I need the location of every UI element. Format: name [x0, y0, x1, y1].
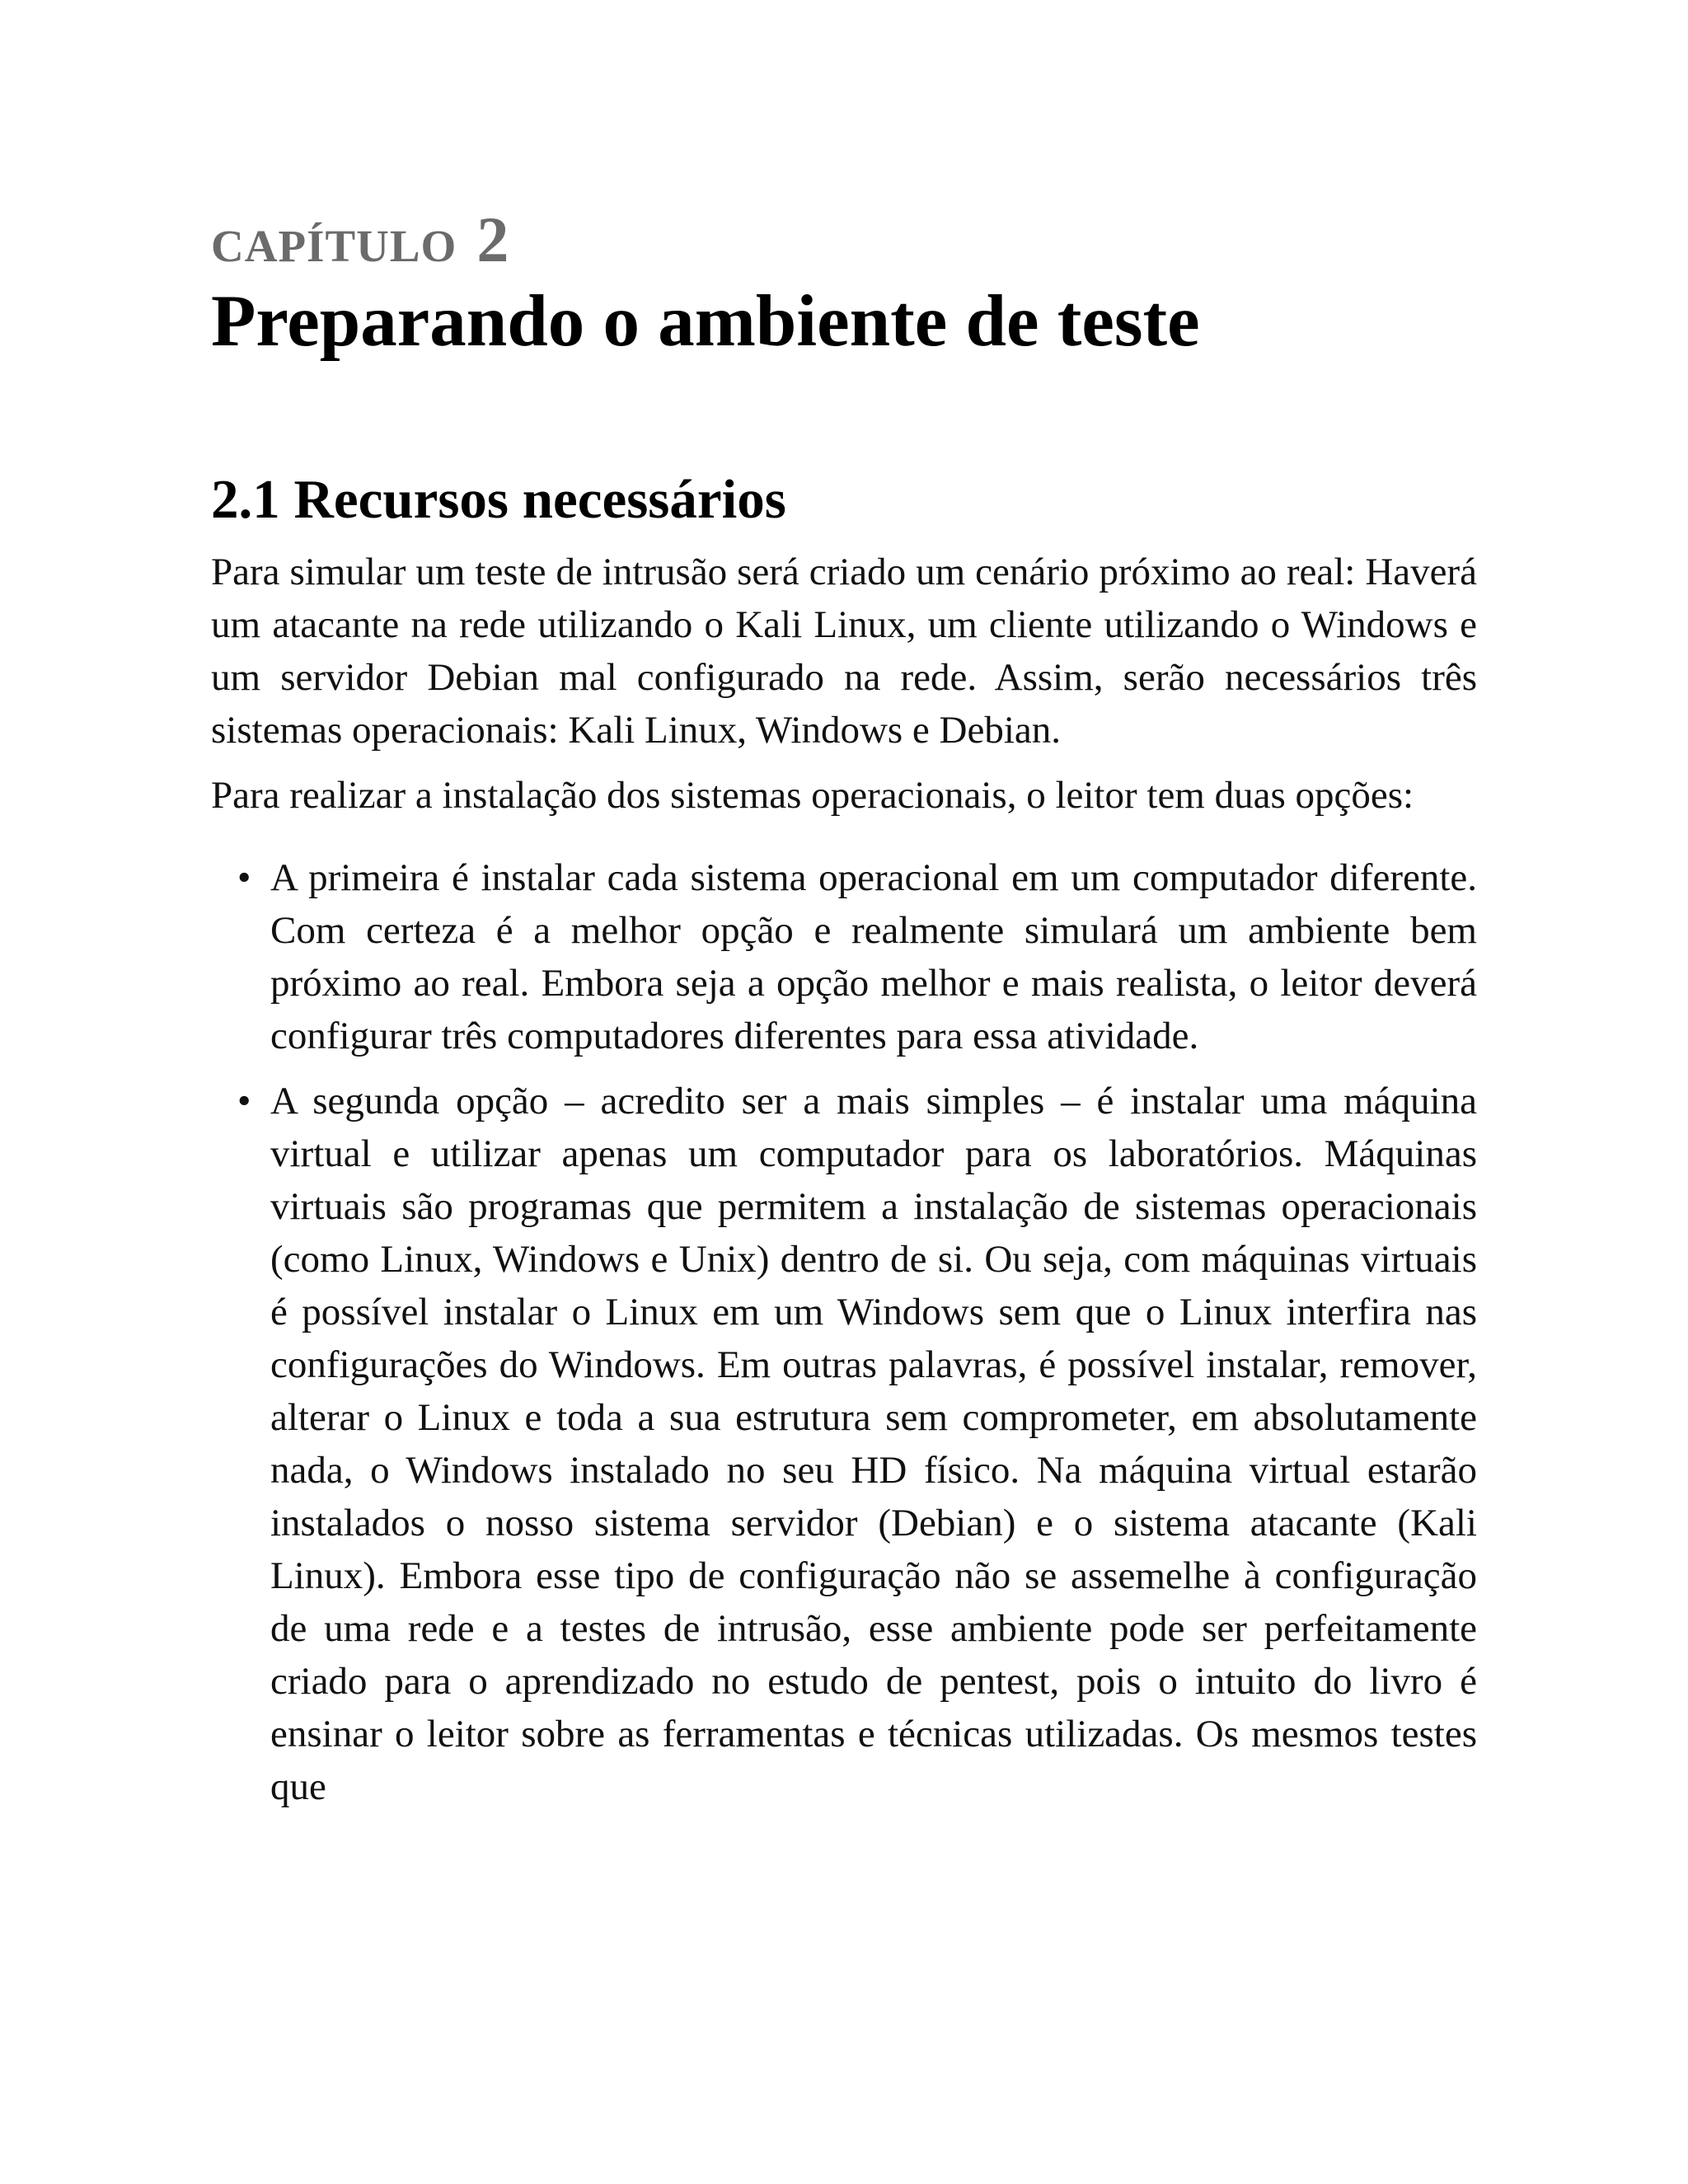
options-list [211, 851, 1477, 1813]
section-title: 2.1 Recursos necessários [211, 468, 786, 530]
paragraph-options: Para realizar a instalação dos sistemas operacionais, o leitor tem duas opções: [211, 774, 1414, 818]
chapter-title: Preparando o ambiente de teste [211, 281, 1200, 362]
list-item-text: A segunda opção – acredito ser a mais simples – é instalar uma máquina virtual e utilizar apenas um computador para os laboratórios. Máquinas virtuais são programas que permitem a instalação de sistemas operacionais (como Linux, Windows e Unix) dentro de si. Ou seja, com máquinas virtuais é possível instalar o Linux em um Windows sem que o Linux interfira nas configurações do Windows. Em outras palavras, é possível instalar, remover, alterar o Linux e toda a sua estrutura sem comprometer, em absolutamente nada, o Windows instalado no seu HD físico. Na máquina virtual estarão instalados o nosso sistema servidor (Debian) e o sistema atacante (Kali Linux). Embora esse tipo de configuração não se assemelhe à configuração de uma rede e a testes de intrusão, esse ambiente pode ser perfeitamente criado para o aprendizado no estudo de pentest, pois o intuito do livro é ensinar o leitor sobre as ferramentas e técnicas utilizadas. Os mesmos testes que [270, 1080, 1477, 1809]
list-item-text: A primeira é instalar cada sistema operacional em um computador diferente. Com certeza é a melhor opção e realmente simulará um ambiente bem próximo ao real. Embora seja a opção melhor e mais realista, o leitor deverá configurar três computadores diferentes para essa atividade. [270, 856, 1477, 1058]
paragraph-intro: Para simular um teste de intrusão será criado um cenário próximo ao real: Haverá um atacante na rede utilizando o Kali Linux, um cliente utilizando o Windows e um servidor Debian mal configurado na rede. Assim, serão necessários três sistemas operacionais: Kali Linux, Windows e Debian. [211, 551, 1477, 752]
list-item [211, 851, 1477, 1062]
chapter-number: 2 [476, 204, 509, 275]
list-item [211, 1075, 1477, 1813]
bullet-icon: • [237, 1080, 251, 1123]
chapter-label [211, 198, 1477, 275]
bullet-icon: • [237, 856, 251, 900]
document-page [211, 198, 1477, 1813]
chapter-word: CAPÍTULO [211, 221, 457, 271]
